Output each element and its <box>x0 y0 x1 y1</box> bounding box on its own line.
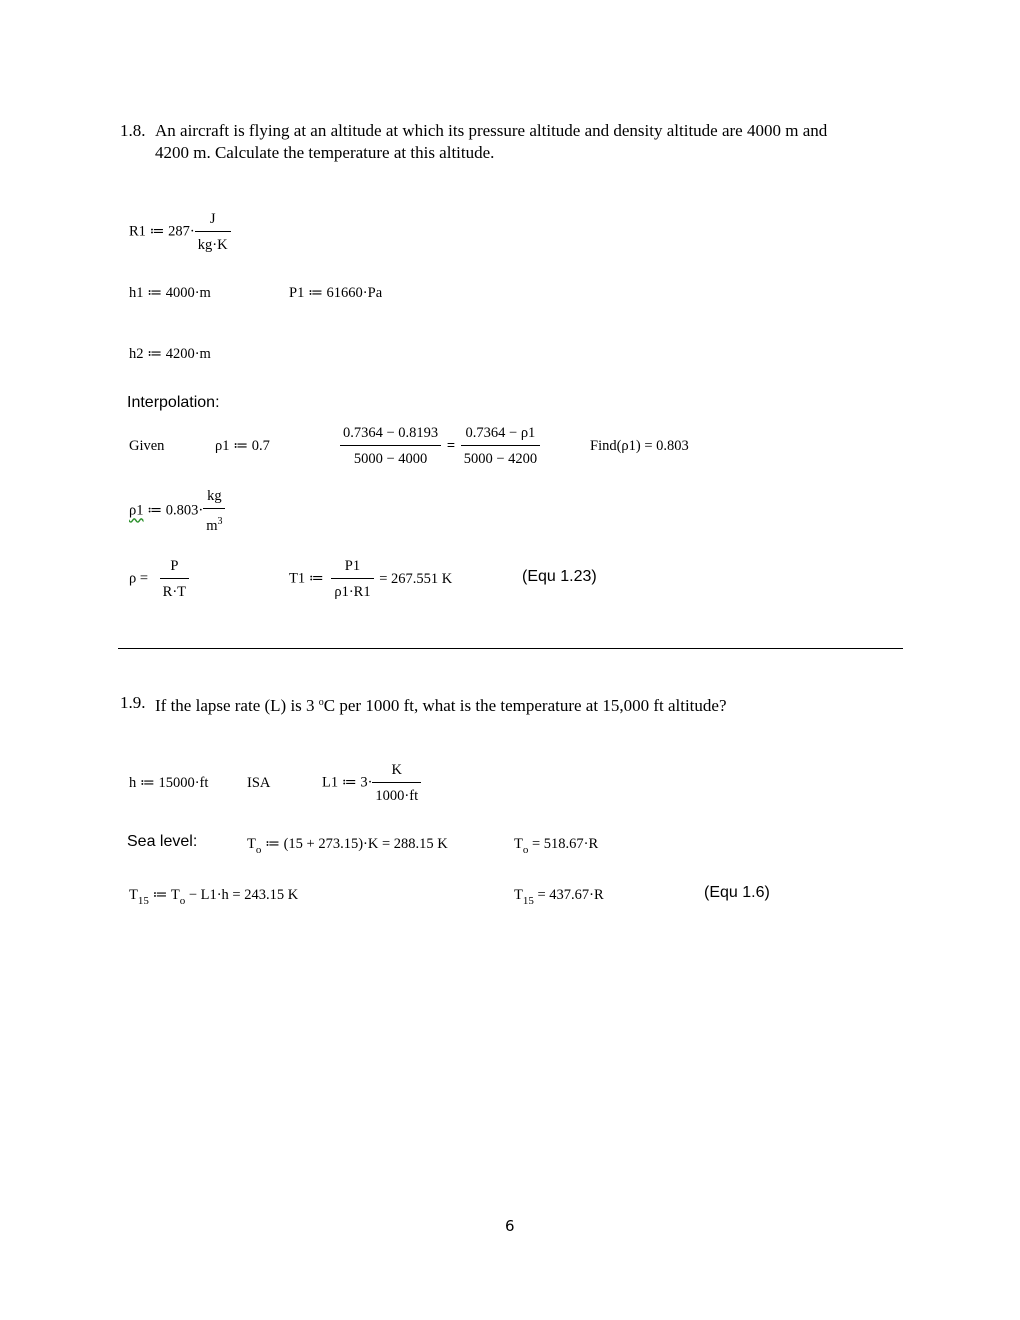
t15-assign: ≔ T <box>152 887 180 903</box>
page-number: 6 <box>505 1217 515 1235</box>
t1-calculation <box>289 557 452 601</box>
r1-lhs: R1 ≔ 287· <box>129 223 195 240</box>
rho-den: R·T <box>162 584 187 600</box>
t1-lhs: T1 ≔ <box>289 570 324 587</box>
interp-right-num: 0.7364 − ρ1 <box>461 424 540 446</box>
interp-fraction-left <box>340 424 441 468</box>
h2-definition: h2 ≔ 4200·m <box>129 346 211 362</box>
rho1-variable: ρ1 <box>129 502 144 519</box>
r1-definition <box>129 210 231 254</box>
rho-num: P <box>160 557 189 579</box>
h1-definition: h1 ≔ 4000·m <box>129 285 211 301</box>
equ-1-23-reference: (Equ 1.23) <box>522 568 597 585</box>
interp-equals: = <box>446 437 456 454</box>
problem-1-8-text-line2: 4200 m. Calculate the temperature at this altitude. <box>155 143 495 162</box>
to-rankine-subscript: o <box>522 844 529 856</box>
problem-1-8-text-line1: An aircraft is flying at an altitude at which its pressure altitude and density altitude are 4000 m and <box>155 121 828 140</box>
interp-fraction-right <box>461 424 540 468</box>
rho1-units-fraction <box>203 487 225 535</box>
find-result: Find(ρ1) = 0.803 <box>590 438 689 454</box>
problem-1-9-text-post: C per 1000 ft, what is the temperature at 15,000 ft altitude? <box>323 696 727 715</box>
t1-num: P1 <box>331 557 373 579</box>
rho-fraction <box>160 557 189 601</box>
rho1-guess: ρ1 ≔ 0.7 <box>215 438 270 454</box>
l1-units-num: K <box>372 761 421 783</box>
r1-units-num: J <box>195 210 231 232</box>
problem-1-9-text <box>155 692 726 717</box>
problem-1-8-number: 1.8. <box>120 121 146 140</box>
t15-rankine-symbol: T <box>514 887 523 903</box>
problem-1-9-number: 1.9. <box>120 693 146 712</box>
sea-level-label: Sea level: <box>127 833 198 850</box>
l1-units-fraction <box>372 761 421 805</box>
problem-1-9-text-pre: If the lapse rate (L) is 3 <box>155 696 319 715</box>
t15-rankine-value: = 437.67·R <box>537 887 604 903</box>
t15-symbol: T <box>129 887 138 903</box>
rho1-definition <box>129 487 225 535</box>
problem-1-9-degree-sup: o <box>318 697 324 708</box>
t15-rankine <box>514 887 604 907</box>
t1-fraction <box>331 557 373 601</box>
rho-lhs: ρ = <box>129 570 149 587</box>
t15-expression: − L1·h = 243.15 K <box>188 887 299 903</box>
rho1-units-num: kg <box>203 487 225 509</box>
h-definition: h ≔ 15000·ft <box>129 775 209 791</box>
equ-1-6-reference: (Equ 1.6) <box>704 884 770 901</box>
interp-left-num: 0.7364 − 0.8193 <box>340 424 441 446</box>
p1-definition: P1 ≔ 61660·Pa <box>289 285 383 301</box>
t15-subscript: 15 <box>137 895 149 907</box>
rho1-units-den-exp: 3 <box>217 516 223 527</box>
rho1-value: ≔ 0.803· <box>147 502 204 519</box>
t15-rankine-subscript: 15 <box>522 895 534 907</box>
t15-to-subscript: o <box>179 895 186 907</box>
t1-den: ρ1·R1 <box>334 584 371 600</box>
to-symbol: T <box>247 836 256 852</box>
interpolation-label: Interpolation: <box>127 394 220 411</box>
to-subscript: o <box>255 844 262 856</box>
l1-lhs: L1 ≔ 3· <box>322 774 373 791</box>
t15-calculation <box>129 887 298 907</box>
rho1-units-den-base: m <box>206 518 218 534</box>
interp-left-den: 5000 − 4000 <box>353 451 428 467</box>
r1-units-den: kg·K <box>197 237 228 253</box>
r1-units-fraction <box>195 210 231 254</box>
rho1-units-den <box>203 509 225 535</box>
l1-units-den: 1000·ft <box>375 788 419 804</box>
to-rankine <box>514 836 598 856</box>
ideal-gas-equation <box>129 557 189 601</box>
t1-result: = 267.551 K <box>379 570 453 587</box>
section-divider <box>118 648 903 649</box>
l1-definition <box>322 761 421 805</box>
to-rankine-value: = 518.67·R <box>531 836 599 852</box>
isa-label: ISA <box>247 775 271 791</box>
to-expression: ≔ (15 + 273.15)·K = 288.15 K <box>264 836 448 852</box>
interp-right-den: 5000 − 4200 <box>463 451 538 467</box>
to-rankine-symbol: T <box>514 836 523 852</box>
given-keyword: Given <box>129 438 165 454</box>
to-calculation <box>247 836 448 856</box>
interpolation-equation <box>340 424 540 468</box>
